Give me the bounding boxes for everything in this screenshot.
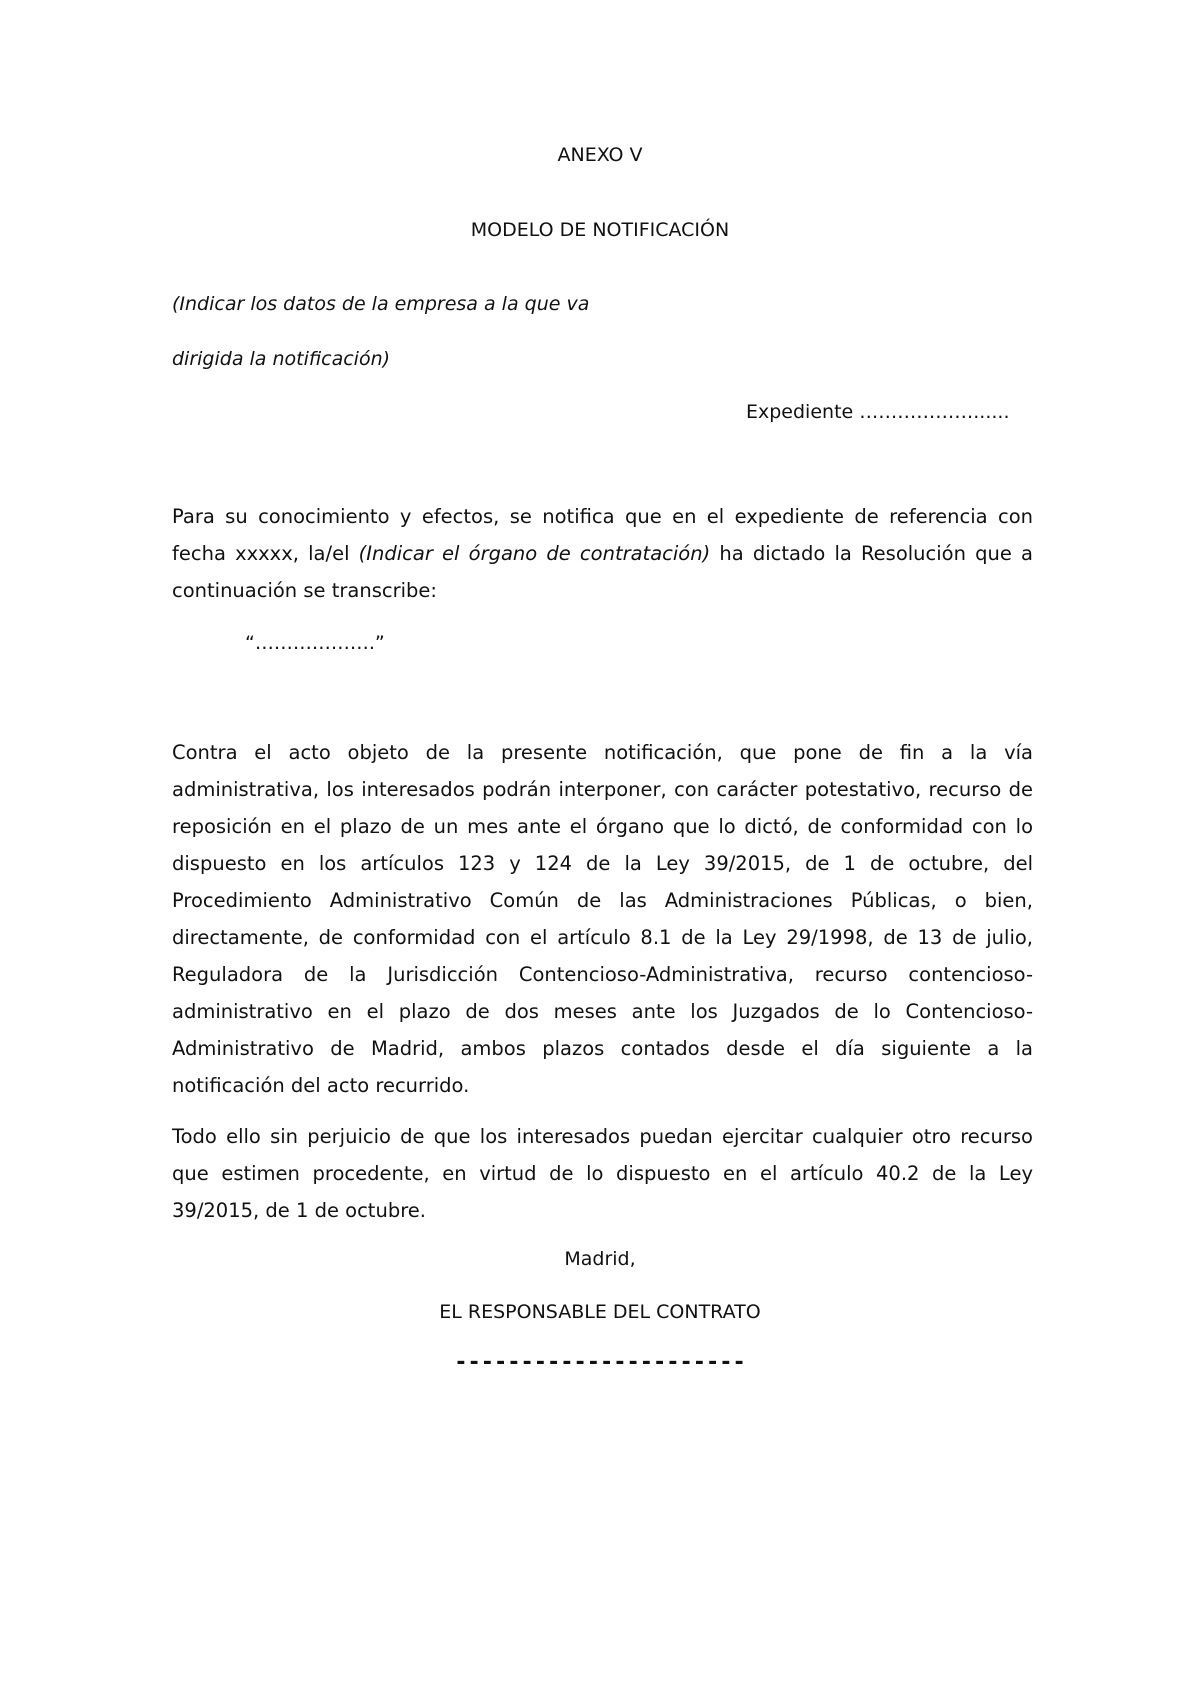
annex-heading: ANEXO V <box>557 144 643 166</box>
signature-line: ---------------------- <box>454 1350 746 1375</box>
additional-remedies-paragraph: Todo ello sin perjuicio de que los interesados puedan ejercitar cualquier otro recurso que estimen procedente, en virtud de lo dispuesto en el artículo 40.2 de la Ley 39/2015, de 1 de octubre. <box>172 1125 1033 1222</box>
recipient-instruction-line-1: (Indicar los datos de la empresa a la que va <box>172 293 590 315</box>
notification-paragraph <box>172 498 1033 609</box>
recipient-instruction-line-2: dirigida la notificación) <box>172 348 391 370</box>
notification-text-end: ha dictado la Resolución que a continuación se transcribe: <box>172 542 1033 602</box>
resolution-quote-placeholder: “……………….” <box>245 632 385 654</box>
expediente-reference: Expediente ………………...... <box>746 401 1010 423</box>
signature-place: Madrid, <box>564 1248 636 1270</box>
appeal-paragraph: Contra el acto objeto de la presente notificación, que pone de fin a la vía administrativa, los interesados podrán interponer, con carácter potestativo, recurso de reposición en el plazo de un mes ante el órgano que lo dictó, de conformidad con lo dispuesto en los artículos 123 y 124 de la Ley 39/2015, de 1 de octubre, del Procedimiento Administrativo Común de las Administraciones Públicas, o bien, directamente, de conformidad con el artículo 8.1 de la Ley 29/1998, de 13 de julio, Reguladora de la Jurisdicción Contencioso-Administrativa, recurso contencioso-administrativo en el plazo de dos meses ante los Juzgados de lo Contencioso-Administrativo de Madrid, ambos plazos contados desde el día siguiente a la notificación del acto recurrido. <box>172 741 1033 1097</box>
contracting-body-placeholder: (Indicar el órgano de contratación) <box>358 542 711 565</box>
notification-text-start: Para su conocimiento y efectos, se notifica que en el expediente de referencia con fecha xxxxx, la/el <box>172 505 1033 565</box>
signatory-role: EL RESPONSABLE DEL CONTRATO <box>439 1301 761 1323</box>
document-title: MODELO DE NOTIFICACIÓN <box>470 219 730 241</box>
